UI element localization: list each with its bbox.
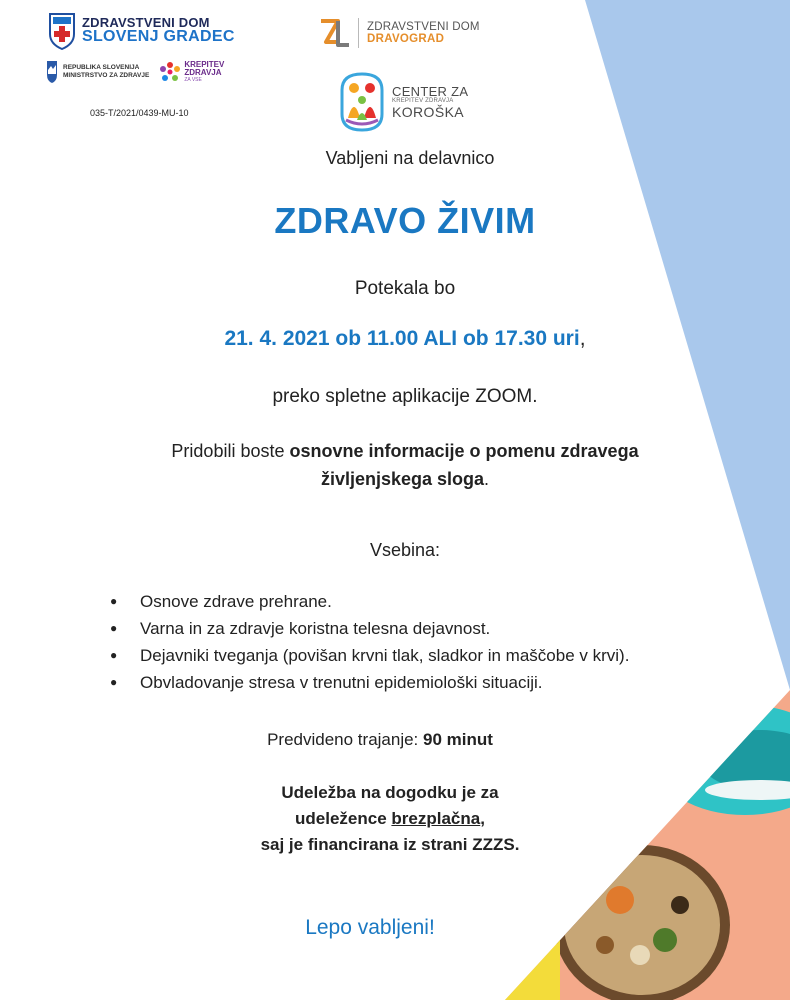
ckz-line2: KREPITEV ZDRAVJA — [392, 98, 454, 105]
ckz-line3: KOROŠKA — [392, 103, 465, 120]
free-line3: saj je financirana iz strani ZZZS. — [260, 835, 520, 854]
document-code: 035-T/2021/0439-MU-10 — [90, 108, 189, 118]
logo-ckz-koroska — [338, 70, 468, 134]
logo-krepitev-zdravja — [159, 61, 224, 83]
logo-zd-slovenj-gradec — [48, 12, 235, 50]
free-line2-suffix: , — [480, 809, 485, 828]
zd-dg-line2: DRAVOGRAD — [367, 33, 445, 45]
krepitev-line3: ZA VSE — [184, 76, 202, 83]
event-date — [0, 327, 790, 351]
zd-sg-line2: SLOVENJ GRADEC — [82, 28, 235, 46]
event-date-comma: , — [579, 327, 586, 350]
free-line2-underlined: brezplačna — [391, 809, 481, 828]
info-bold-2: življenjskega sloga — [320, 469, 485, 489]
info-prefix: Pridobili boste — [171, 441, 290, 461]
duration-label: Predvideno trajanje: — [267, 730, 424, 749]
free-notice — [0, 780, 780, 858]
red-cross-shield-icon — [48, 12, 76, 50]
closing-text: Lepo vabljeni! — [305, 916, 435, 939]
family-icon — [338, 70, 386, 134]
ministry-line1: REPUBLIKA SLOVENIJA — [63, 63, 140, 71]
zd-monogram-icon — [318, 16, 352, 50]
free-line2-prefix: udeležence — [295, 809, 392, 828]
zd-sg-line1: ZDRAVSTVENI DOM — [82, 14, 210, 30]
duration-text — [0, 730, 760, 750]
ministry-line2: MINISTRSTVO ZA ZDRAVJE — [63, 72, 150, 79]
event-date-text: 21. 4. 2021 ob 11.00 ALI ob 17.30 uri — [224, 327, 580, 350]
ckz-line1: CENTER ZA — [392, 83, 469, 99]
list-item: ● Varna in za zdravje koristna telesna dejavnost. — [110, 619, 491, 638]
workshop-title: ZDRAVO ŽIVIM — [274, 200, 536, 241]
list-item: ● Osnove zdrave prehrane. — [110, 592, 332, 611]
list-item: ● Dejavniki tveganja (povišan krvni tlak, sladkor in maščobe v krvi). — [110, 646, 630, 665]
free-line1: Udeležba na dogodku je za — [281, 783, 499, 802]
zd-dg-line1: ZDRAVSTVENI DOM — [367, 21, 480, 33]
duration-value: 90 minut — [423, 730, 493, 749]
krepitev-line2: ZDRAVJA — [184, 68, 222, 78]
list-item: ● Obvladovanje stresa v trenutni epidemiološki situaciji. — [110, 673, 543, 692]
info-text — [0, 437, 790, 493]
info-bold-1: osnovne informacije o pomenu zdravega — [289, 441, 639, 461]
info-suffix: . — [484, 469, 490, 489]
coat-of-arms-icon — [46, 60, 58, 84]
content-heading: Vsebina: — [369, 540, 441, 560]
content-list — [108, 588, 629, 696]
krepitev-line1: KREPITEV — [184, 59, 225, 69]
logo-zd-dravograd — [318, 16, 480, 50]
held-text: Potekala bo — [354, 278, 456, 299]
logo-ministry — [46, 60, 149, 84]
flower-icon — [159, 61, 181, 83]
invite-text: Vabljeni na delavnico — [325, 148, 495, 168]
zoom-text: preko spletne aplikacije ZOOM. — [272, 386, 538, 407]
